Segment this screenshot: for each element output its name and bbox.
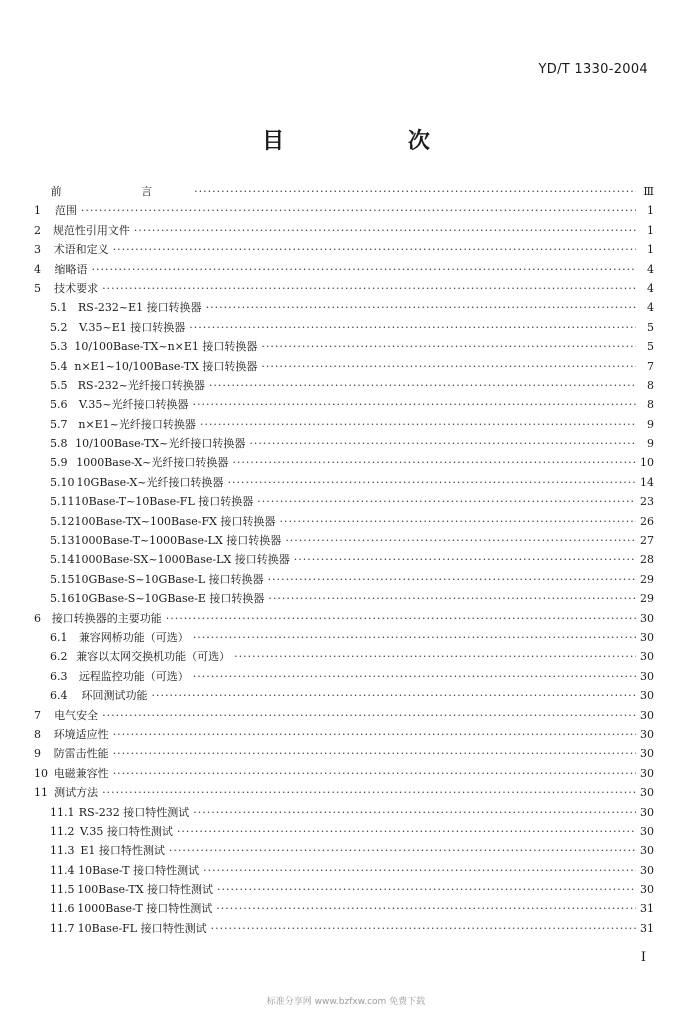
toc-dot-leader [102, 786, 636, 799]
toc-entry-page: 4 [647, 301, 654, 315]
toc-dot-leader [261, 340, 636, 353]
toc-entry-label: 1000Base-T 接口特性测试 [77, 902, 213, 916]
toc-entry-label: E1 接口特性测试 [80, 844, 165, 858]
toc-entry-page: 30 [640, 611, 654, 625]
toc-entry-page: 30 [640, 883, 654, 897]
toc-entry-number: 11.1 [50, 805, 75, 819]
toc-entry[interactable] [34, 416, 654, 435]
toc-entry-label: 前 言 [50, 185, 191, 198]
toc-entry[interactable] [34, 396, 654, 415]
toc-entry-page: 1 [647, 223, 654, 237]
toc-entry[interactable] [34, 920, 654, 939]
toc-dot-leader [216, 902, 636, 915]
toc-entry[interactable] [34, 881, 654, 900]
toc-entry-label: 1000Base-X~光纤接口转换器 [76, 456, 229, 470]
toc-entry-label: 防雷击性能 [53, 747, 109, 761]
toc-entry[interactable] [34, 842, 654, 861]
toc-entry[interactable] [34, 784, 654, 803]
table-of-contents [34, 183, 654, 939]
toc-entry-page: 31 [640, 902, 654, 916]
toc-entry-label: 1000Base-SX~1000Base-LX 接口转换器 [74, 553, 290, 567]
toc-entry-label: 缩略语 [54, 262, 88, 276]
toc-entry[interactable] [34, 668, 654, 687]
toc-entry-number: 11.2 [50, 824, 75, 838]
toc-entry-label: RS-232~E1 接口转换器 [77, 301, 202, 315]
toc-entry-label: 1000Base-T~1000Base-LX 接口转换器 [74, 534, 282, 548]
toc-entry-label: 术语和定义 [53, 243, 109, 257]
toc-entry-page: 29 [640, 592, 654, 606]
toc-entry-number: 8 [34, 727, 41, 741]
toc-entry-number: 5.7 [50, 417, 68, 431]
toc-entry-label: n×E1~10/100Base-TX 接口转换器 [74, 359, 258, 373]
toc-entry-number: 5.12 [50, 514, 75, 528]
toc-entry[interactable] [34, 707, 654, 726]
toc-entry-page: 8 [647, 398, 654, 412]
toc-entry-number: 5.9 [50, 456, 68, 470]
toc-entry-page: 23 [640, 495, 654, 509]
toc-entry-label: 10GBase-S~10GBase-E 接口转换器 [74, 592, 265, 606]
toc-entry-label: RS-232~光纤接口转换器 [77, 378, 205, 392]
toc-dot-leader [203, 864, 636, 877]
toc-entry-page: 30 [640, 708, 654, 722]
toc-entry[interactable] [34, 862, 654, 881]
toc-entry-number: 5.3 [50, 340, 68, 354]
toc-dot-leader [92, 263, 637, 276]
toc-entry[interactable] [34, 377, 654, 396]
toc-entry-number: 1 [34, 204, 41, 218]
toc-entry-number: 5.6 [50, 398, 68, 412]
toc-entry-label: 范围 [54, 204, 77, 218]
toc-entry-page: 31 [640, 921, 654, 935]
toc-entry-page: 14 [640, 475, 654, 489]
toc-entry-number: 6.2 [50, 650, 68, 664]
toc-entry-number: 5.13 [50, 534, 75, 548]
toc-entry-page: 9 [647, 417, 654, 431]
toc-entry-number: 6.1 [50, 630, 68, 644]
toc-dot-leader [152, 689, 637, 702]
toc-entry-label: 规范性引用文件 [52, 223, 130, 237]
toc-entry-page: 30 [640, 689, 654, 703]
toc-entry[interactable] [34, 745, 654, 764]
toc-entry[interactable] [34, 571, 654, 590]
toc-dot-leader [193, 631, 636, 644]
toc-entry-number: 5.8 [50, 437, 68, 451]
toc-entry-number: 2 [34, 223, 41, 237]
toc-dot-leader [194, 185, 636, 198]
toc-dot-leader [228, 476, 637, 489]
toc-entry-label: 10GBase-X~光纤接口转换器 [76, 475, 224, 489]
toc-entry-number: 11.6 [50, 902, 75, 916]
toc-entry-page: 5 [647, 320, 654, 334]
toc-entry-page: Ⅲ [643, 185, 654, 198]
toc-entry[interactable] [34, 454, 654, 473]
toc-entry[interactable] [34, 358, 654, 377]
toc-entry-number: 6.3 [50, 669, 68, 683]
toc-dot-leader [113, 728, 636, 741]
toc-entry[interactable] [34, 183, 654, 202]
toc-dot-leader [268, 573, 636, 586]
toc-entry-page: 30 [640, 805, 654, 819]
toc-dot-leader [113, 243, 636, 256]
toc-entry-number: 5.10 [50, 475, 75, 489]
toc-entry-label: 100Base-TX~100Base-FX 接口转换器 [74, 514, 276, 528]
toc-entry[interactable] [34, 610, 654, 629]
toc-dot-leader [102, 282, 636, 295]
toc-entry-page: 30 [640, 863, 654, 877]
toc-dot-leader [257, 495, 636, 508]
toc-entry-number: 5 [34, 281, 41, 295]
toc-entry-page: 30 [640, 824, 654, 838]
toc-dot-leader [189, 321, 636, 334]
toc-entry[interactable] [34, 629, 654, 648]
toc-entry[interactable] [34, 241, 654, 260]
toc-entry-label: 100Base-TX 接口特性测试 [77, 883, 214, 897]
toc-entry-page: 1 [647, 204, 654, 218]
toc-entry-page: 30 [640, 747, 654, 761]
toc-entry-label: 10Base-T 接口特性测试 [78, 863, 200, 877]
toc-entry-page: 30 [640, 630, 654, 644]
toc-entry[interactable] [34, 551, 654, 570]
toc-entry[interactable] [34, 513, 654, 532]
toc-dot-leader [261, 360, 636, 373]
toc-entry[interactable] [34, 726, 654, 745]
toc-entry[interactable] [34, 202, 654, 221]
toc-entry-number: 10 [34, 766, 48, 780]
toc-dot-leader [200, 418, 636, 431]
toc-entry-page: 4 [647, 281, 654, 295]
page-number: I [640, 950, 646, 965]
toc-entry[interactable] [34, 261, 654, 280]
toc-dot-leader [206, 301, 636, 314]
toc-entry-label: 技术要求 [54, 281, 99, 295]
toc-entry-label: RS-232 接口特性测试 [78, 805, 190, 819]
toc-entry-number: 11.7 [50, 921, 75, 935]
toc-entry-label: 10Base-FL 接口特性测试 [77, 921, 207, 935]
toc-entry-number: 3 [34, 243, 41, 257]
toc-dot-leader [294, 553, 636, 566]
toc-entry[interactable] [34, 319, 654, 338]
toc-entry[interactable] [34, 590, 654, 609]
toc-dot-leader [234, 650, 636, 663]
toc-entry-number: 5.14 [50, 553, 75, 567]
toc-entry[interactable] [34, 532, 654, 551]
toc-entry[interactable] [34, 338, 654, 357]
toc-entry-number: 4 [34, 262, 41, 276]
toc-entry-page: 30 [640, 844, 654, 858]
toc-entry-page: 1 [647, 243, 654, 257]
toc-entry-label: 10/100Base-TX~光纤接口转换器 [75, 437, 246, 451]
toc-entry-page: 30 [640, 669, 654, 683]
toc-entry-number: 11.4 [50, 863, 75, 877]
toc-dot-leader [193, 398, 636, 411]
toc-entry-page: 5 [647, 340, 654, 354]
toc-entry[interactable] [34, 493, 654, 512]
toc-entry-label: V.35~E1 接口转换器 [79, 320, 186, 334]
toc-dot-leader [113, 747, 636, 760]
toc-entry-label: V.35 接口特性测试 [79, 824, 173, 838]
toc-entry-page: 30 [640, 766, 654, 780]
toc-entry-number: 11 [34, 786, 48, 800]
toc-entry-label: 环回测试功能 [81, 689, 148, 703]
toc-entry-page: 29 [640, 572, 654, 586]
toc-entry-number: 11.3 [50, 844, 75, 858]
toc-entry-label: 10Base-T~10Base-FL 接口转换器 [74, 495, 254, 509]
toc-entry-number: 6.4 [50, 689, 68, 703]
toc-dot-leader [169, 844, 636, 857]
toc-entry-label: 测试方法 [54, 786, 99, 800]
toc-entry-number: 9 [34, 747, 41, 761]
toc-entry-page: 8 [647, 378, 654, 392]
toc-entry-number: 6 [34, 611, 41, 625]
toc-dot-leader [193, 670, 636, 683]
toc-entry-label: 环境适应性 [53, 727, 109, 741]
toc-entry-number: 5.2 [50, 320, 68, 334]
toc-entry-number: 5.16 [50, 592, 75, 606]
toc-dot-leader [209, 379, 636, 392]
toc-entry-label: n×E1~光纤接口转换器 [78, 417, 196, 431]
toc-entry[interactable] [34, 687, 654, 706]
watermark: 标准分享网 www.bzfxw.com 免费下载 [266, 997, 426, 1007]
toc-entry-number: 5.5 [50, 378, 68, 392]
toc-entry-number: 5.4 [50, 359, 68, 373]
toc-entry-number: 5.11 [50, 495, 75, 509]
toc-entry-number: 5.15 [50, 572, 75, 586]
toc-dot-leader [268, 592, 636, 605]
toc-entry[interactable] [34, 804, 654, 823]
toc-dot-leader [81, 204, 636, 217]
toc-entry-label: 远程监控功能（可选） [78, 669, 189, 683]
toc-entry-label: V.35~光纤接口转换器 [78, 398, 189, 412]
toc-entry-page: 30 [640, 727, 654, 741]
standard-code: YD/T 1330-2004 [538, 62, 648, 77]
toc-entry[interactable] [34, 823, 654, 842]
toc-dot-leader [193, 806, 636, 819]
toc-entry[interactable] [34, 435, 654, 454]
toc-entry-label: 电磁兼容性 [53, 766, 109, 780]
toc-entry-page: 7 [647, 359, 654, 373]
toc-entry-page: 10 [640, 456, 654, 470]
toc-entry[interactable] [34, 474, 654, 493]
toc-entry-label: 10/100Base-TX~n×E1 接口转换器 [74, 340, 258, 354]
toc-dot-leader [113, 767, 636, 780]
toc-dot-leader [211, 922, 636, 935]
toc-dot-leader [166, 612, 636, 625]
toc-entry[interactable] [34, 648, 654, 667]
toc-entry[interactable] [34, 222, 654, 241]
toc-entry[interactable] [34, 900, 654, 919]
toc-dot-leader [279, 515, 636, 528]
toc-dot-leader [102, 709, 636, 722]
toc-entry-number: 7 [34, 708, 41, 722]
toc-dot-leader [217, 883, 636, 896]
toc-entry-number: 11.5 [50, 883, 75, 897]
toc-entry[interactable] [34, 765, 654, 784]
toc-entry[interactable] [34, 280, 654, 299]
toc-dot-leader [177, 825, 636, 838]
page-title: 目 次 [262, 128, 488, 154]
toc-dot-leader [232, 456, 636, 469]
toc-entry[interactable] [34, 299, 654, 318]
toc-entry-label: 10GBase-S~10GBase-L 接口转换器 [74, 572, 264, 586]
toc-dot-leader [249, 437, 636, 450]
toc-dot-leader [285, 534, 636, 547]
toc-entry-label: 接口转换器的主要功能 [51, 611, 162, 625]
toc-entry-label: 电气安全 [54, 708, 99, 722]
toc-entry-label: 兼容以太网交换机功能（可选） [76, 650, 231, 664]
toc-entry-page: 28 [640, 553, 654, 567]
toc-entry-page: 9 [647, 437, 654, 451]
toc-entry-page: 30 [640, 650, 654, 664]
toc-entry-page: 27 [640, 534, 654, 548]
toc-entry-number: 5.1 [50, 301, 68, 315]
toc-entry-page: 30 [640, 786, 654, 800]
toc-entry-page: 26 [640, 514, 654, 528]
toc-entry-page: 4 [647, 262, 654, 276]
toc-entry-label: 兼容网桥功能（可选） [78, 630, 189, 644]
toc-dot-leader [134, 224, 636, 237]
